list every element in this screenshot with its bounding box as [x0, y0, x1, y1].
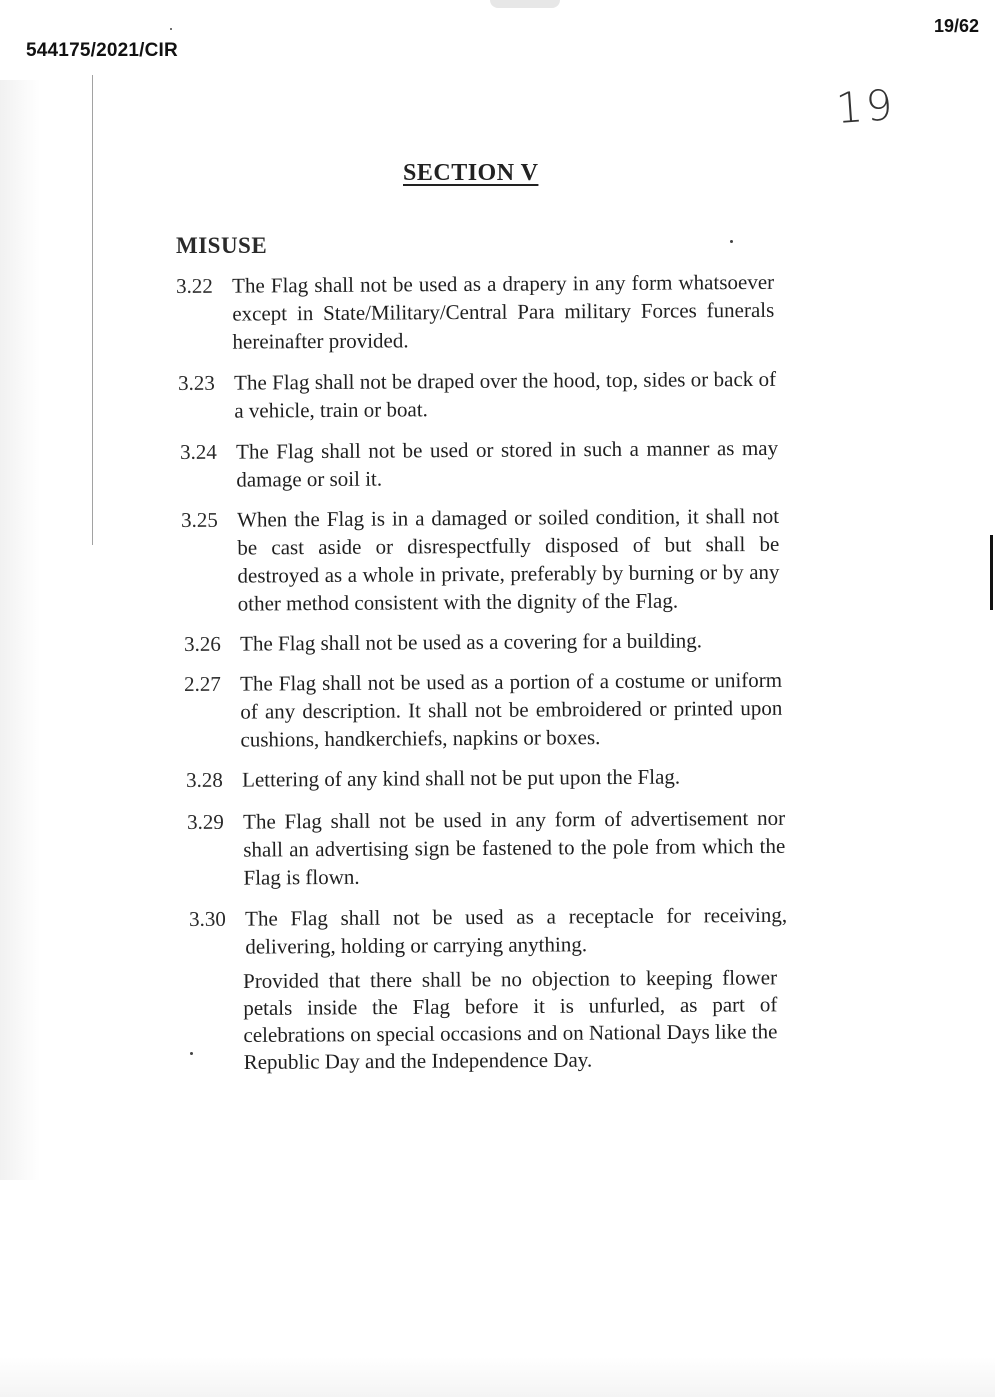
page-counter: 19/62 [933, 16, 979, 36]
document-id: 544175/2021/CIR [26, 40, 178, 61]
clause-number: 3.23 [178, 370, 215, 395]
clause-3-25 [181, 502, 780, 618]
clause-text: Lettering of any kind shall not be put upon the Flag. [242, 764, 681, 792]
clause-3-28 [186, 762, 784, 794]
clause-text: The Flag shall not be used or stored in such a manner as may damage or soil it. [236, 435, 779, 492]
clause-text: When the Flag is in a damaged or soiled condition, it shall not be cast aside or disrespectfully disposed of but shall be destroyed as a whole in private, preferably by burning or by any other method consistent with the dignity of the Flag. [237, 503, 780, 616]
proviso-paragraph: Provided that there shall be no objection to keeping flower petals inside the Flag before it is unfurled, as part of celebrations on special occasions and on National Days like the Republic Day and the Independence Day. [243, 965, 778, 1074]
clause-number: 3.25 [181, 507, 218, 532]
clause-number: 3.29 [187, 809, 224, 834]
clause-number: 2.27 [184, 671, 221, 696]
clause-3-26 [184, 626, 782, 658]
scan-smudge [490, 0, 560, 8]
scan-shadow-bottom [0, 1357, 995, 1397]
clause-3-29 [187, 804, 786, 892]
scan-shadow-left [0, 80, 40, 1180]
clause-number: 3.22 [176, 273, 213, 298]
clause-2-27 [184, 666, 783, 754]
clause-text: The Flag shall not be used as a covering for a building. [240, 628, 703, 656]
scan-speck [170, 28, 172, 30]
clause-text: The Flag shall not be draped over the hood, top, sides or back of a vehicle, train or boat. [234, 366, 777, 423]
section-title: SECTION V [403, 160, 539, 186]
scan-edge-mark [990, 535, 993, 610]
clause-text: The Flag shall not be used as a drapery in any form whatsoever except in State/Military/Central Para military Forces funerals hereinafter provided. [232, 269, 775, 354]
clause-3-24 [180, 434, 778, 494]
clause-number: 3.28 [186, 767, 223, 792]
scan-edge-line [92, 75, 93, 545]
clause-number: 3.26 [184, 631, 221, 656]
clause-3-23 [178, 365, 776, 425]
scan-speck [730, 240, 733, 243]
clause-number: 3.30 [189, 906, 226, 931]
section-heading: MISUSE [176, 233, 268, 258]
clause-text: The Flag shall not be used in any form of advertisement nor shall an advertising sign be fastened to the pole from which the Flag is flown. [243, 805, 786, 890]
clause-text: The Flag shall not be used as a portion of a costume or uniform of any description. It shall not be embroidered or printed upon cushions, handkerchiefs, napkins or boxes. [240, 667, 783, 752]
clause-number: 3.24 [180, 439, 217, 464]
clause-3-22 [176, 268, 775, 356]
clause-3-30 [189, 901, 787, 961]
handwritten-page-number: 19 [834, 79, 898, 134]
clause-text: The Flag shall not be used as a receptacle for receiving, delivering, holding or carrying anything. [245, 902, 788, 959]
scan-speck [190, 1052, 193, 1055]
